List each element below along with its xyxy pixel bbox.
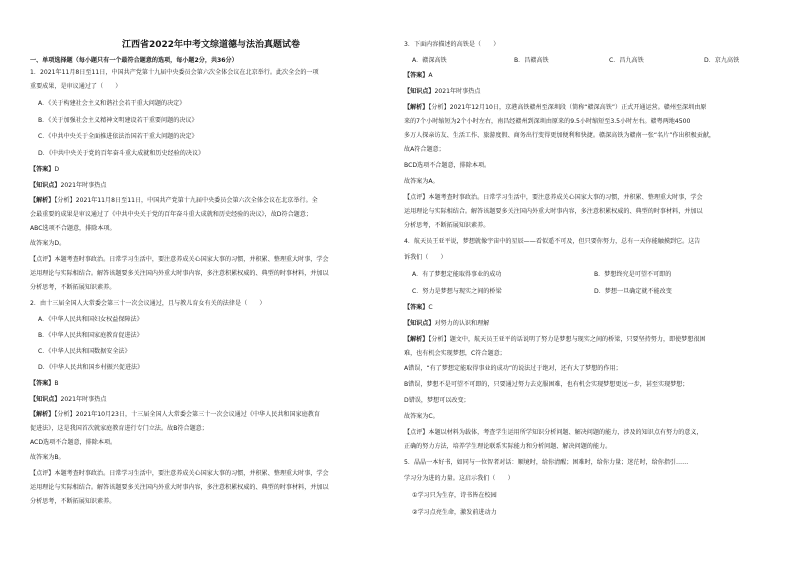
q2-option-a: A．《中华人民共和国妇女权益保障法》: [38, 316, 143, 323]
q3-analysis-line5: BCD选项不合题意，排除本项。: [404, 162, 491, 169]
q4-answer: 【答案】C: [404, 304, 433, 311]
q2-knowledge-point: 【知识点】2021年时事热点: [30, 396, 107, 403]
q5-option-1: ①学习只为生存，诗书皆在校园: [412, 492, 497, 499]
section-heading: 一、单项选择题（每小题只有一个最符合题意的选项，每小题2分，共36分）: [30, 57, 238, 64]
q2-analysis-line2: 促进法》，这是我国首次就家庭教育进行专门立法。故B符合题意；: [30, 425, 208, 432]
q2-option-d: D．《中华人民共和国乡村振兴促进法》: [38, 364, 144, 371]
q3-analysis-line2: 来的7个小时缩短为2个小时左右，南昌经赣州到深圳由原来的9.5小时缩短至3.5小时左右。赣粤两地4500: [404, 118, 691, 125]
q4-comment-line2: 正确的努力方法，培养学生理论联系实际能力和分析问题、解决问题的能力。: [404, 443, 612, 450]
q1-answer: 【答案】D: [30, 166, 60, 173]
q2-comment-line2: 运用理论与实际相结合。解答该题要多关注国内外重大时事内容，多注意积累权威的、典型的时事材料，并加以: [30, 484, 329, 491]
q3-stem: 3．下面内容描述的高铁是（ ）: [404, 41, 500, 48]
q4-option-d: D．梦想一旦确定就不能改变: [594, 288, 672, 295]
q2-answer: 【答案】B: [30, 380, 59, 387]
q3-answer: 【答案】A: [404, 72, 433, 79]
q2-comment-line3: 分析思考，不断拓展知识素养。: [30, 498, 116, 505]
q4-stem-line2: 诉我们（ ）: [404, 254, 447, 261]
q4-option-c: C．努力是梦想与现实之间的桥梁: [412, 288, 502, 295]
q4-stem-line1: 4．航天员王亚平说，梦想就像宇宙中的星辰——看似遥不可及，但只要你努力，总有一天你能触摸到它。这告: [404, 238, 701, 245]
q1-option-b: B．《关于加强社会主义精神文明建设若干重要问题的决议》: [38, 117, 198, 124]
q3-comment-line2: 运用理论与实际相结合。解答该题要多关注国内外重大时事内容，多注意积累权威的、典型的时事材料，并加以: [404, 208, 703, 215]
q4-option-b: B．梦想终究是可望不可即的: [594, 271, 672, 278]
q1-analysis-line2: 会最重要的成果是审议通过了《中共中央关于党的百年奋斗重大成就和历史经验的决议》，故D符合题意；: [30, 211, 312, 218]
q4-analysis-line4: B错误，梦想不是可望不可即的，只要通过努力去克服困难，也有机会实现梦想更远一步，甚至实现梦想；: [404, 381, 689, 388]
q3-comment-line3: 分析思考，不断拓展知识素养。: [404, 222, 490, 229]
q3-analysis-line4: 故A符合题意；: [404, 146, 445, 153]
q3-analysis-line6: 故答案为A。: [404, 178, 439, 185]
q2-analysis-line4: 故答案为B。: [30, 454, 65, 461]
q5-stem-line1: 5．晶晶一本好书，如同与一位智者对话：顺境时，给你清醒；困难时，给你力量；迷茫时，给你指引……: [404, 459, 689, 466]
q1-analysis-line1: 【解析】【分析】2021年11月8日至11日，中国共产党第十九届中央委员会第六次全体会议在北京举行。全: [30, 197, 318, 204]
q1-comment-line1: 【点评】本题考查时事政治。日常学习生活中，要注意养成关心国家大事的习惯，并积累、整理重大时事，学会: [30, 256, 329, 263]
q1-stem-line2: 重要成果，是审议通过了（ ）: [30, 83, 122, 90]
q1-comment-line3: 分析思考，不断拓展知识素养。: [30, 284, 116, 291]
q2-option-b: B．《中华人民共和国家庭教育促进法》: [38, 332, 143, 339]
q3-option-a: A．赣深高铁: [412, 57, 447, 64]
q1-option-c: C．《中共中央关于全面推进依法治国若干重大问题的决定》: [38, 133, 198, 140]
q2-option-c: C．《中华人民共和国数据安全法》: [38, 348, 131, 355]
q5-option-2: ②学习点亮生命，激发前进动力: [412, 509, 497, 516]
q1-analysis-line3: ABC选项不合题意，排除本项。: [30, 225, 116, 232]
q4-analysis-line3: A错误，“有了梦想定能取得事业的成功”的说法过于绝对，还有大了梦想的作用；: [404, 365, 622, 372]
q4-analysis-line5: D错误，梦想可以改变；: [404, 397, 470, 404]
q4-comment-line1: 【点评】本题以材料为载体，考查学生运用所学知识分析问题、解决问题的能力，涉及的知识点有努力的意义，: [404, 429, 703, 436]
q3-analysis-line1: 【解析】【分析】2021年12月10日，京港高铁赣州至深圳段（简称“赣深高铁”）正式开通运营。赣州至深圳由原: [404, 104, 707, 111]
q2-comment-line1: 【点评】本题考查时事政治。日常学习生活中，要注意养成关心国家大事的习惯，并积累、整理重大时事，学会: [30, 470, 329, 477]
q3-comment-line1: 【点评】本题考查时事政治。日常学习生活中，要注意养成关心国家大事的习惯，并积累、整理重大时事，学会: [404, 194, 703, 201]
q1-comment-line2: 运用理论与实际相结合。解答该题要多关注国内外重大时事内容，多注意积累权威的、典型的时事材料，并加以: [30, 270, 329, 277]
q1-stem-line1: 1．2021年11月8日至11日，中国共产党第十九届中央委员会第六次全体会议在北京举行。此次全会的一项: [30, 69, 319, 76]
q1-option-d: D．《中共中央关于党的百年奋斗重大成就和历史经验的决议》: [38, 150, 205, 157]
q3-option-d: D．京九高铁: [704, 57, 740, 64]
q2-analysis-line3: ACD选项不合题意，排除本项。: [30, 439, 117, 446]
q4-knowledge-point: 【知识点】对努力的认识和理解: [404, 320, 490, 327]
q3-analysis-line3: 多万人探亲访友、生活工作、旅游度假、商务出行变得更加便利和快捷。赣深高铁为赣南一张“名片”作出积极贡献，: [404, 132, 716, 139]
q2-analysis-line1: 【解析】【分析】2021年10月23日，十三届全国人大常委会第三十一次会议通过《中华人民共和国家庭教育: [30, 411, 320, 418]
q4-analysis-line2: 难，也有机会实现梦想，C符合题意；: [404, 350, 506, 357]
q3-option-c: C．昌九高铁: [609, 57, 644, 64]
q5-stem-line2: 学习分为进的力量。这启示我们（ ）: [404, 475, 514, 482]
q3-knowledge-point: 【知识点】2021年时事热点: [404, 88, 481, 95]
q1-knowledge-point: 【知识点】2021年时事热点: [30, 182, 107, 189]
q4-analysis-line6: 故答案为C。: [404, 413, 439, 420]
q1-option-a: A．《关于构建社会主义和谐社会若干重大问题的决定》: [38, 100, 186, 107]
q4-analysis-line1: 【解析】【分析】题文中，航天员王亚平的话说明了努力是梦想与现实之间的桥梁，只要坚持努力，即使梦想很困: [404, 336, 706, 343]
page-title: 江西省2022年中考文综道德与法治真题试卷: [122, 40, 301, 50]
q4-option-a: A．有了梦想定能取得事业的成功: [412, 271, 502, 278]
q3-option-b: B．昌赣高铁: [514, 57, 549, 64]
q1-analysis-line4: 故答案为D。: [30, 240, 66, 247]
q2-stem: 2．由十三届全国人大常委会第三十一次会议通过，且与教儿育女有关的法律是（ ）: [30, 300, 266, 307]
